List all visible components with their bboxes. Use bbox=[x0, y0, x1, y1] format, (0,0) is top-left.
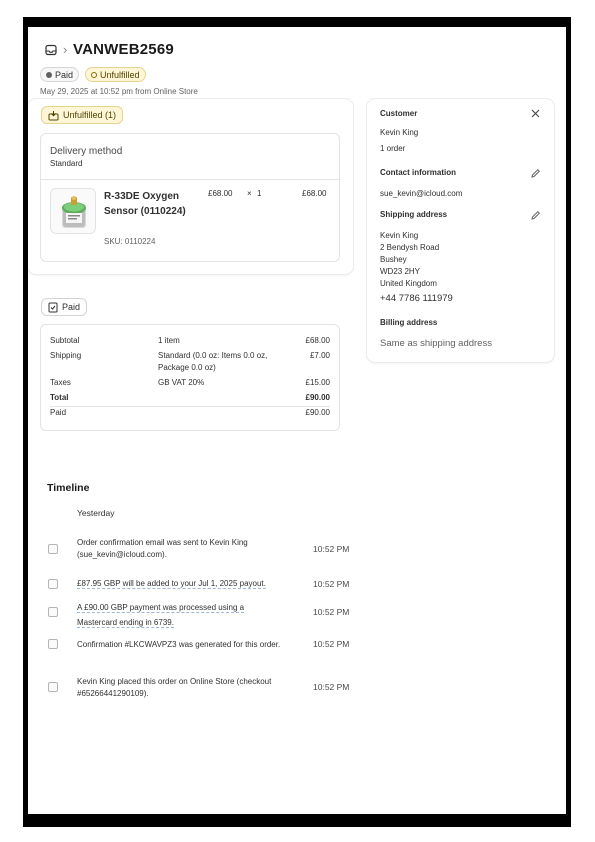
timeline-checkbox-icon[interactable] bbox=[48, 639, 58, 649]
package-icon bbox=[48, 110, 59, 121]
delivery-divider bbox=[40, 179, 340, 180]
taxes-label: Taxes bbox=[50, 378, 71, 387]
paid-pill-label: Paid bbox=[62, 302, 81, 312]
shipping-address-line: Kevin King bbox=[380, 231, 419, 240]
timeline-event-text[interactable] bbox=[77, 600, 282, 630]
subtotal-label: Subtotal bbox=[50, 336, 80, 345]
taxes-desc: GB VAT 20% bbox=[158, 378, 205, 387]
product-line-total: £68.00 bbox=[302, 189, 327, 198]
edit-contact-pencil-icon[interactable] bbox=[530, 168, 541, 179]
status-ring-icon bbox=[91, 72, 97, 78]
timeline-event-time: 10:52 PM bbox=[313, 607, 350, 617]
product-name[interactable]: R-33DE Oxygen Sensor (0110224) bbox=[104, 191, 186, 217]
timeline-title: Timeline bbox=[47, 482, 90, 494]
customer-phone[interactable]: +44 7786 111979 bbox=[380, 293, 453, 304]
product-quantity: 1 bbox=[257, 189, 262, 198]
unfulfilled-pill-label: Unfulfilled (1) bbox=[63, 110, 117, 120]
shipping-address-line: Bushey bbox=[380, 255, 407, 264]
shipping-address-line: WD23 2HY bbox=[380, 267, 421, 276]
oxygen-sensor-image bbox=[58, 194, 90, 230]
timeline-event-text[interactable] bbox=[77, 578, 287, 590]
order-date: May 29, 2025 at 10:52 pm from Online Store bbox=[40, 87, 198, 96]
timeline-event-time: 10:52 PM bbox=[313, 579, 350, 589]
edit-shipping-pencil-icon[interactable] bbox=[530, 210, 541, 221]
customer-name[interactable]: Kevin King bbox=[380, 128, 419, 137]
breadcrumb-chevron-icon: › bbox=[63, 42, 68, 57]
timeline-checkbox-icon[interactable] bbox=[48, 579, 58, 589]
timeline-payout-link[interactable]: £87.95 GBP will be added to your Jul 1, 2025 payout. bbox=[77, 579, 266, 588]
unfulfilled-badge-label: Unfulfilled bbox=[100, 69, 140, 80]
status-dot-icon bbox=[46, 72, 52, 78]
close-icon[interactable] bbox=[531, 109, 540, 118]
timeline-payment-link[interactable]: A £90.00 GBP payment was processed using a Mastercard ending in 6739. bbox=[77, 603, 245, 627]
timeline-event-text: Confirmation #LKCWAVPZ3 was generated for this order. bbox=[77, 640, 281, 649]
timeline-checkbox-icon[interactable] bbox=[48, 544, 58, 554]
product-sku: SKU: 0110224 bbox=[104, 237, 156, 246]
total-amount: £90.00 bbox=[305, 393, 330, 402]
subtotal-desc: 1 item bbox=[158, 336, 180, 345]
timeline-event-time: 10:52 PM bbox=[313, 682, 350, 692]
customer-email[interactable]: sue_kevin@icloud.com bbox=[380, 189, 463, 198]
order-title: VANWEB2569 bbox=[73, 41, 174, 58]
product-price: £68.00 bbox=[208, 189, 233, 198]
customer-heading: Customer bbox=[380, 109, 418, 118]
shipping-address-line: 2 Bendysh Road bbox=[380, 243, 440, 252]
paid-amount: £90.00 bbox=[305, 408, 330, 417]
paid-badge-label: Paid bbox=[55, 69, 74, 80]
timeline-checkbox-icon[interactable] bbox=[48, 682, 58, 692]
order-page bbox=[28, 27, 566, 814]
delivery-method-title: Delivery method bbox=[50, 146, 123, 157]
receipt-check-icon bbox=[48, 302, 58, 313]
shipping-address-line: United Kingdom bbox=[380, 279, 437, 288]
shipping-amount: £7.00 bbox=[309, 351, 330, 360]
paid-status-badge bbox=[40, 67, 79, 82]
unfulfilled-pill bbox=[41, 106, 123, 124]
subtotal-amount: £68.00 bbox=[305, 336, 330, 345]
total-label: Total bbox=[50, 393, 69, 402]
billing-address-value: Same as shipping address bbox=[380, 338, 492, 349]
product-thumbnail[interactable] bbox=[50, 188, 96, 234]
timeline-day-label: Yesterday bbox=[77, 508, 115, 518]
paid-pill bbox=[41, 298, 87, 316]
billing-address-heading: Billing address bbox=[380, 318, 438, 327]
timeline-event-time: 10:52 PM bbox=[313, 639, 350, 649]
timeline-event-time: 10:52 PM bbox=[313, 544, 350, 554]
paid-label: Paid bbox=[50, 408, 67, 417]
unfulfilled-status-badge bbox=[85, 67, 146, 82]
shipping-label: Shipping bbox=[50, 351, 82, 360]
taxes-amount: £15.00 bbox=[305, 378, 330, 387]
inbox-icon[interactable] bbox=[45, 44, 57, 56]
customer-order-count[interactable]: 1 order bbox=[380, 144, 406, 153]
shipping-desc: Standard (0.0 oz: Items 0.0 oz, Package 0.0 oz) bbox=[158, 351, 268, 372]
contact-info-heading: Contact information bbox=[380, 168, 456, 177]
multiply-sign: × bbox=[247, 189, 252, 198]
timeline-event-text: Kevin King placed this order on Online Store (checkout #65266441290109). bbox=[77, 677, 272, 698]
delivery-method-value: Standard bbox=[50, 159, 83, 168]
timeline-event-text: Order confirmation email was sent to Kevin King (sue_kevin@icloud.com). bbox=[77, 538, 248, 559]
payment-divider bbox=[50, 406, 330, 407]
shipping-address-heading: Shipping address bbox=[380, 210, 448, 219]
timeline-checkbox-icon[interactable] bbox=[48, 607, 58, 617]
